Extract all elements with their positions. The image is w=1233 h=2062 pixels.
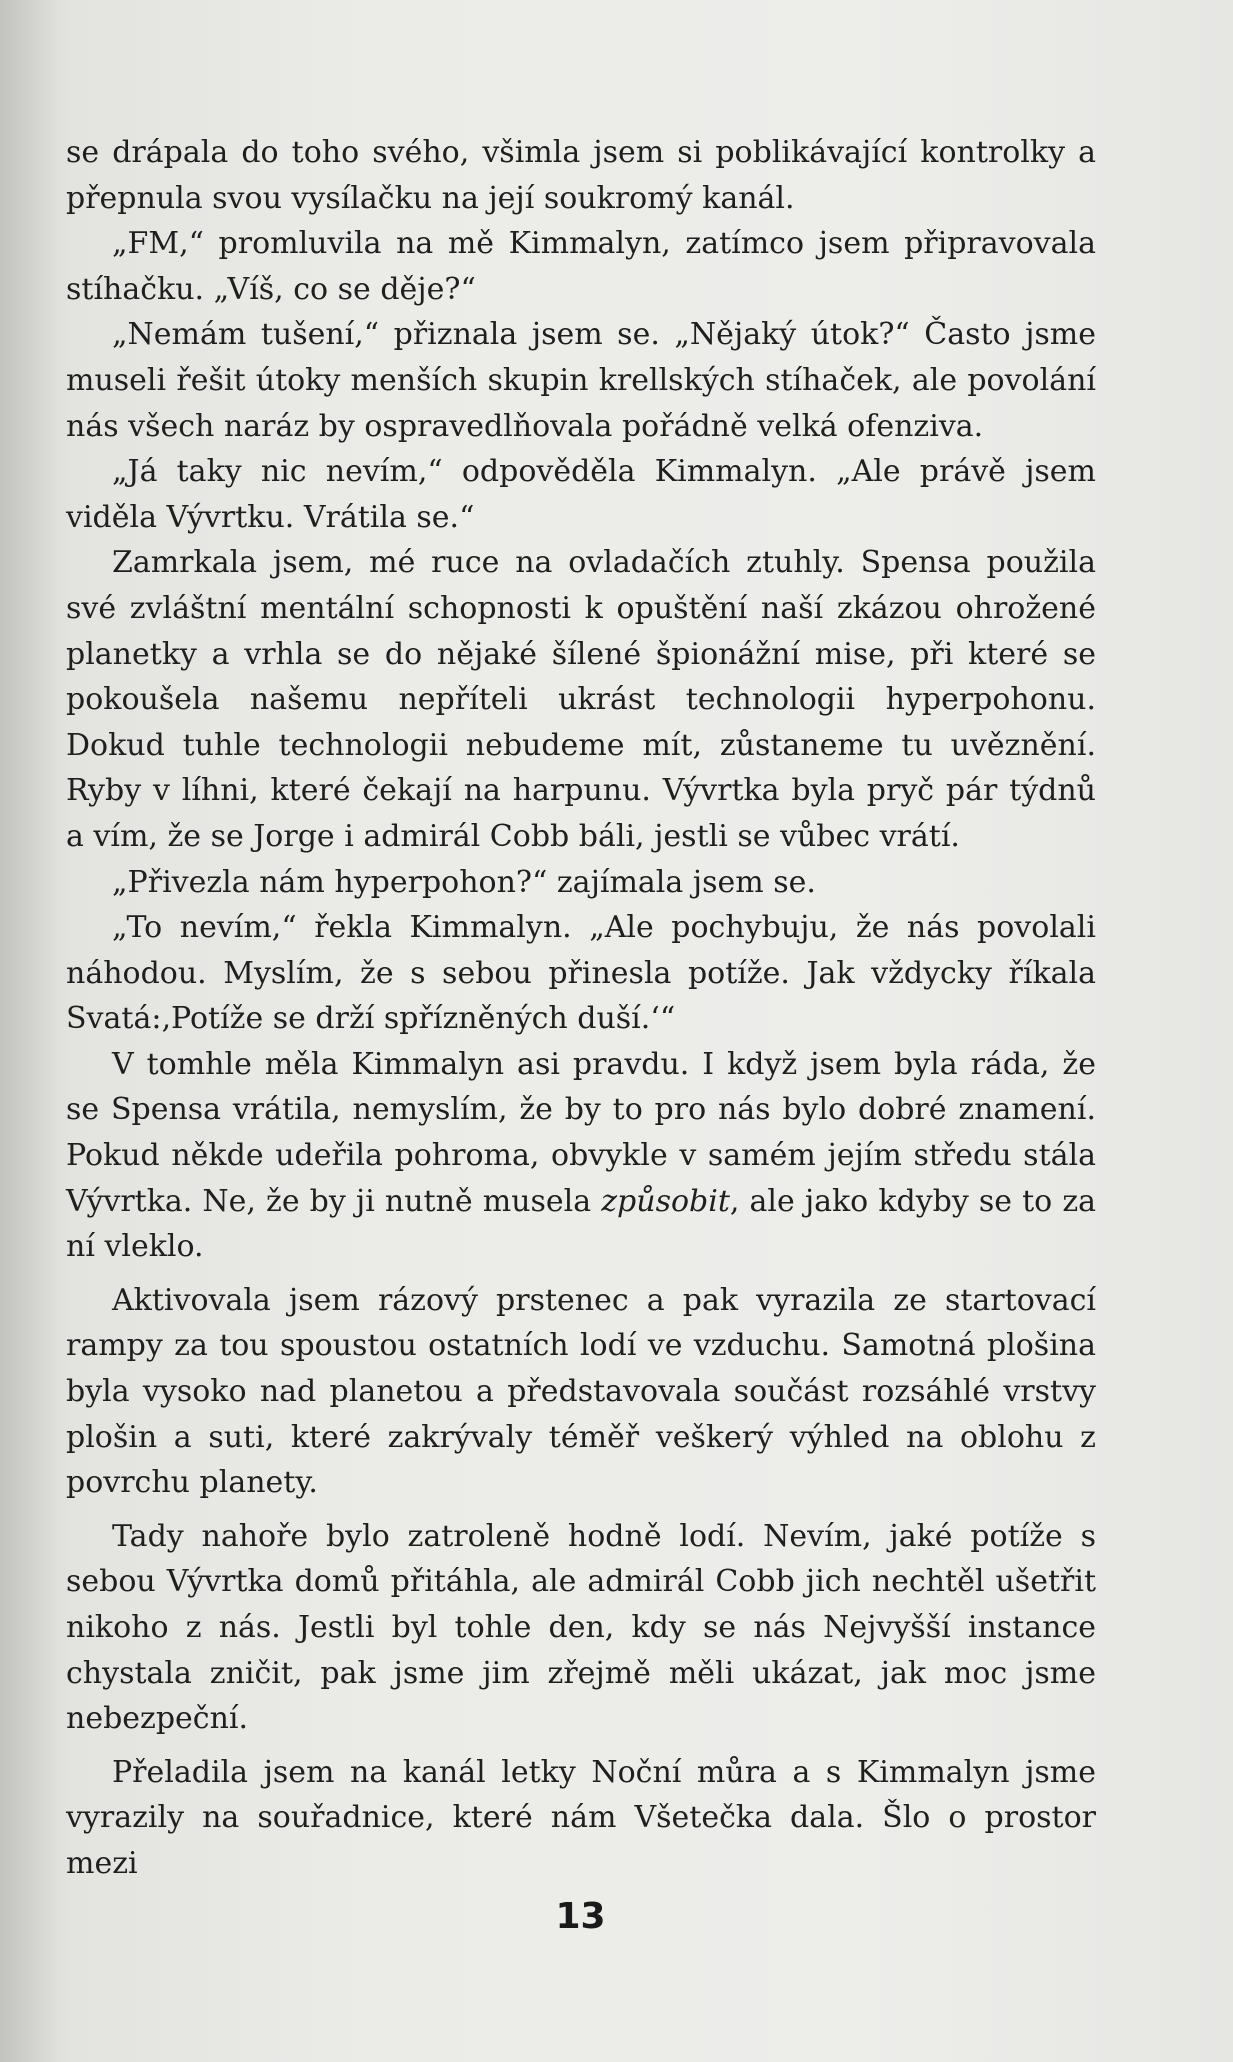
paragraph-5: Zamrkala jsem, mé ruce na ovladačích ztuhly. Spensa použila své zvláštní mentální schopnosti k opuštění naší zkázou ohrožené planetky a vrhla se do nějaké šílené špionážní mise, při které se pokoušela našemu nepříteli ukrást technologii hyperpohonu. Dokud tuhle technologii nebudeme mít, zůstaneme tu uvěznění. Ryby v líhni, které čekají na harpunu. Vývrtka byla pryč pár týdnů a vím, že se Jorge i admirál Cobb báli, jestli se vůbec vrátí. bbox=[66, 545, 1096, 854]
paragraph-7: „To nevím,“ řekla Kimmalyn. „Ale pochybuju, že nás povolali náhodou. Myslím, že s sebou přinesla potíže. Jak vždycky říkala Svatá:‚Potíže se drží spřízněných duší.‘“ bbox=[66, 910, 1096, 1037]
paragraph-9: Aktivovala jsem rázový prstenec a pak vyrazila ze startovací rampy za tou spoustou ostatních lodí ve vzduchu. Samotná plošina byla vysoko nad planetou a představovala součást rozsáhlé vrstvy plošin a suti, které zakrývaly téměř veškerý výhled na oblohu z povrchu planety. bbox=[66, 1282, 1096, 1501]
page-shadow bbox=[0, 0, 60, 2062]
paragraph-4: „Já taky nic nevím,“ odpověděla Kimmalyn. „Ale právě jsem viděla Vývrtku. Vrátila se.“ bbox=[66, 454, 1096, 535]
page-text bbox=[66, 130, 1096, 1887]
paragraph-3: „Nemám tušení,“ přiznala jsem se. „Nějaký útok?“ Často jsme museli řešit útoky menších skupin krellských stíhaček, ale povolání nás všech naráz by ospravedlňovala pořádně velká ofenziva. bbox=[66, 317, 1096, 444]
paragraph-2: „FM,“ promluvila na mě Kimmalyn, zatímco jsem připravovala stíhačku. „Víš, co se děje?“ bbox=[66, 226, 1096, 307]
paragraph-8 bbox=[66, 1042, 1096, 1270]
paragraph-10: Tady nahoře bylo zatroleně hodně lodí. Nevím, jaké potíže s sebou Vývrtka domů přitáhla, ale admirál Cobb jich nechtěl ušetřit nikoho z nás. Jestli byl tohle den, kdy se nás Nejvyšší instance chystala zničit, pak jsme jim zřejmě měli ukázat, jak moc jsme nebezpeční. bbox=[66, 1518, 1096, 1737]
paragraph-6: „Přivezla nám hyperpohon?“ zajímala jsem se. bbox=[112, 864, 816, 900]
paragraph-8-text-start: V tomhle měla Kimmalyn asi pravdu. I když jsem byla ráda, že se Spensa vrátila, nemyslím, že by to pro nás bylo dobré znamení. Pokud někde udeřila pohroma, obvykle v samém jejím středu stála Vývrtka. Ne, že by ji nutně musela bbox=[66, 1046, 1096, 1219]
paragraph-8-text-end: , ale jako kdyby se to za ní vleklo. bbox=[66, 1183, 1097, 1265]
paragraph-1: se drápala do toho svého, všimla jsem si poblikávající kontrolky a přepnula svou vysílačku na její soukromý kanál. bbox=[66, 135, 1096, 216]
page-number: 13 bbox=[555, 1896, 606, 1937]
paragraph-11: Přeladila jsem na kanál letky Noční můra a s Kimmalyn jsme vyrazily na souřadnice, které nám Všetečka dala. Šlo o prostor mezi bbox=[66, 1754, 1096, 1881]
paragraph-8-emphasis: způsobit bbox=[601, 1183, 730, 1219]
